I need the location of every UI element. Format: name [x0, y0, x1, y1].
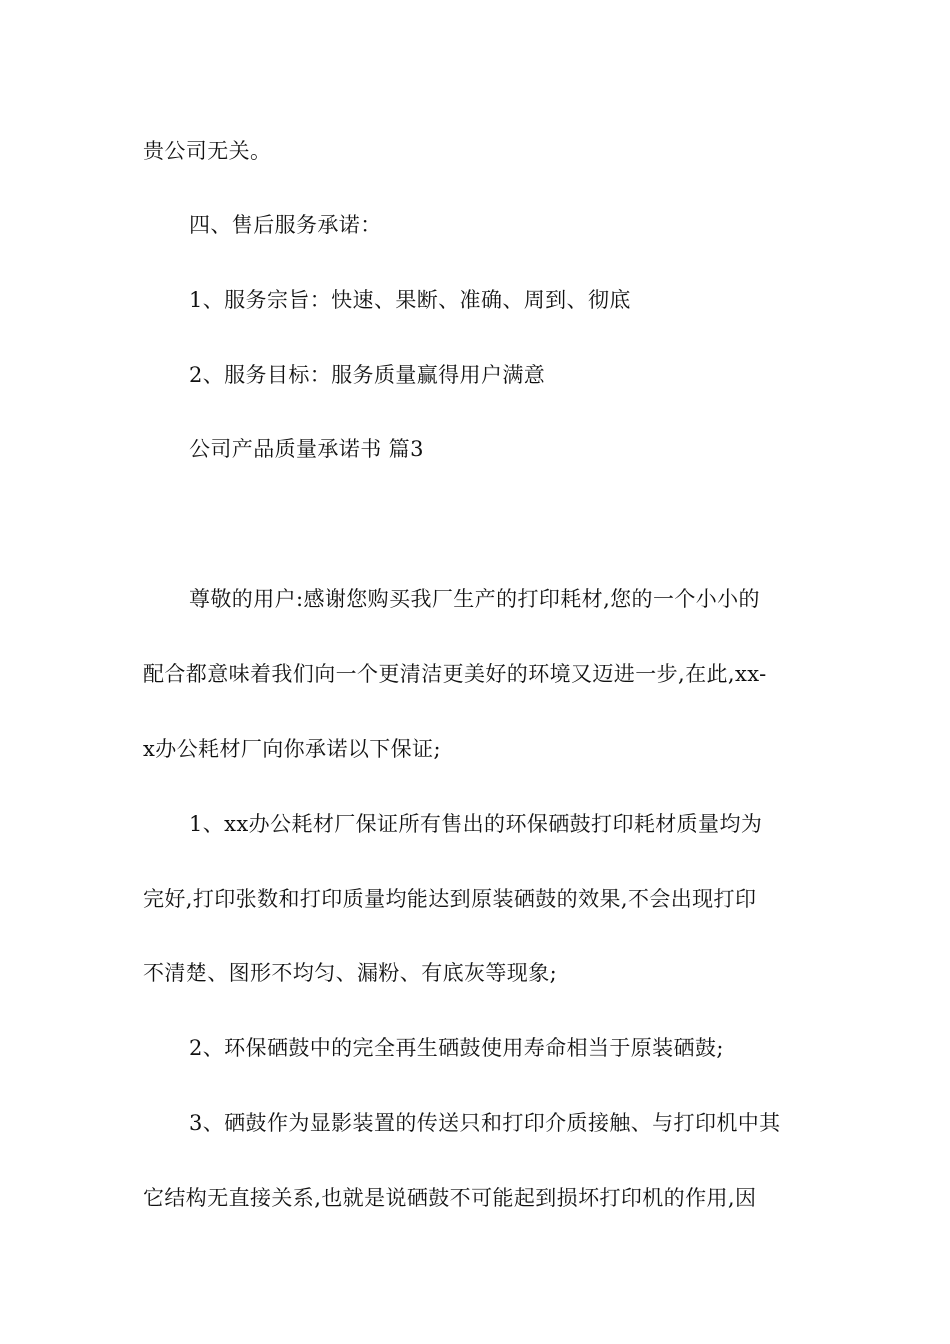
section-heading: 四、售后服务承诺： [189, 213, 382, 237]
list-item: 1、xx办公耗材厂保证所有售出的环保硒鼓打印耗材质量均为 [189, 812, 763, 836]
list-item: 1、服务宗旨：快速、果断、准确、周到、彻底 [189, 288, 631, 312]
paragraph-line: 不清楚、图形不均匀、漏粉、有底灰等现象; [143, 961, 558, 985]
list-item: 3、硒鼓作为显影装置的传送只和打印介质接触、与打印机中其 [189, 1111, 781, 1135]
list-item: 2、环保硒鼓中的完全再生硒鼓使用寿命相当于原装硒鼓; [189, 1036, 724, 1060]
paragraph-line: 尊敬的用户:感谢您购买我厂生产的打印耗材,您的一个小小的 [189, 587, 760, 611]
paragraph-line: 配合都意味着我们向一个更清洁更美好的环境又迈进一步,在此,xx- [143, 662, 767, 686]
paragraph-line: 它结构无直接关系,也就是说硒鼓不可能起到损坏打印机的作用,因 [143, 1186, 757, 1210]
list-item: 2、服务目标：服务质量赢得用户满意 [189, 363, 546, 387]
paragraph-line: 贵公司无关。 [143, 139, 272, 163]
paragraph-line: 完好,打印张数和打印质量均能达到原装硒鼓的效果,不会出现打印 [143, 887, 757, 911]
document-title: 公司产品质量承诺书 篇3 [189, 437, 424, 461]
paragraph-line: x办公耗材厂向你承诺以下保证; [143, 737, 441, 761]
